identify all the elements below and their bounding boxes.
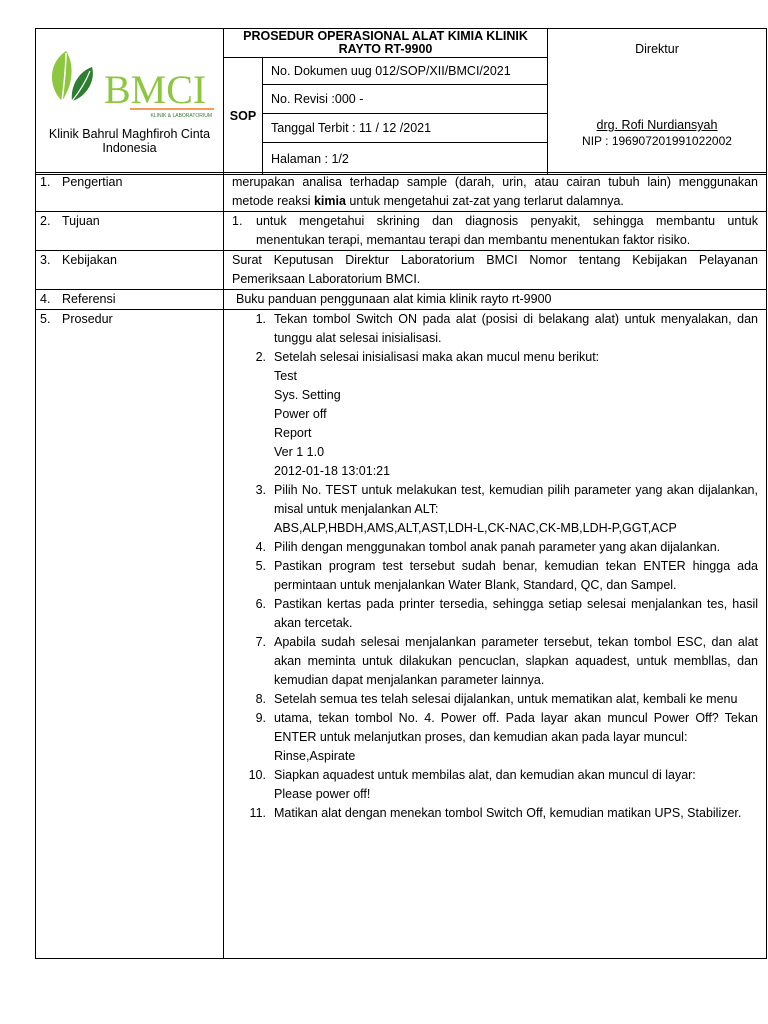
doc-number: No. Dokumen uug 012/SOP/XII/BMCI/2021 (263, 58, 548, 85)
step-item: 9. utama, tekan tombol No. 4. Power off. Pada layar akan muncul Power Off? Tekan ENTER untuk melanjutkan proses, dan kemudian akan pada layar muncul: Rinse,Aspirate (232, 709, 758, 766)
step-item: 4. Pilih dengan menggunakan tombol anak panah parameter yang akan dijalankan. (255, 540, 721, 554)
revision-number: No. Revisi :000 - (263, 85, 548, 114)
page-info: Halaman : 1/2 (263, 143, 548, 175)
director-name: drg. Rofi Nurdiansyah (596, 118, 718, 132)
tujuan-text: 1. untuk mengetahui skrining dan diagnosis penyakit, sehingga membantu untuk menentukan terapi, memantau terapi dan membantu menentukan faktor risiko. (224, 212, 767, 251)
logo-cell (36, 29, 224, 175)
director-cell (548, 29, 767, 175)
section-label-tujuan: 2. Tujuan (36, 212, 224, 251)
kebijakan-text: Surat Keputusan Direktur Laboratorium BMCI Nomor tentang Kebijakan Pelayanan Pemeriksaan Laboratorium BMCI. (224, 251, 767, 290)
section-referensi (36, 290, 767, 310)
step-item: 1. Tekan tombol Switch ON pada alat (posisi di belakang alat) untuk menyalakan, dan tunggu alat selesai inisialisasi. (255, 312, 758, 345)
section-prosedur (36, 310, 767, 959)
parameter-list: ABS,ALP,HBDH,AMS,ALT,AST,LDH-L,CK-NAC,CK-MB,LDH-P,GGT,ACP (274, 521, 677, 535)
sop-body-table (35, 172, 767, 959)
menu-item: 2012-01-18 13:01:21 (274, 464, 391, 478)
director-nip: NIP : 196907201991022002 (582, 134, 732, 148)
menu-item: Ver 1 1.0 (274, 445, 325, 459)
menu-item: Power off (274, 407, 327, 421)
rinse-text: Rinse,Aspirate (274, 749, 356, 763)
step-item: 11. Matikan alat dengan menekan tombol Switch Off, kemudian matikan UPS, Stabilizer. (249, 806, 742, 820)
section-kebijakan (36, 251, 767, 290)
power-off-text: Please power off! (274, 787, 371, 801)
step-item: 2. Setelah selesai inisialisasi maka akan mucul menu berikut: Test Sys. Setting Power off Report Ver 1 1.0 2012-01-18 13:01:21 (232, 348, 758, 481)
sop-label: SOP (224, 58, 263, 175)
section-label-kebijakan: 3. Kebijakan (36, 251, 224, 290)
director-title: Direktur (635, 42, 679, 56)
sop-header-table (35, 28, 767, 175)
step-item: 7. Apabila sudah selesai menjalankan parameter tersebut, tekan tombol ESC, dan alat akan meminta untuk dilakukan pencuclan, slapkan aquadest, untuk membllas, dan kemudian dapat menjalankan parameter lainnya. (255, 635, 758, 687)
prosedur-steps (232, 310, 758, 847)
step-item: 6. Pastikan kertas pada printer tersedia, sehingga setiap selesai menjalankan tes, hasil akan tercetak. (255, 597, 758, 630)
menu-item: Sys. Setting (274, 388, 341, 402)
section-label-referensi: 4. Referensi (36, 290, 224, 310)
section-label-pengertian: 1. Pengertian (36, 173, 224, 212)
sop-title: PROSEDUR OPERASIONAL ALAT KIMIA KLINIK RAYTO RT-9900 (224, 29, 548, 58)
svg-text:BMCI: BMCI (103, 67, 206, 112)
step-item: 3. Pilih No. TEST untuk melakukan test, kemudian pilih parameter yang akan dijalankan, misal untuk menjalankan ALT: ABS,ALP,HBDH,AMS,ALT,AST,LDH-L,CK-NAC,CK-MB,LDH-P,GGT,ACP (232, 481, 758, 538)
step-item: 5. Pastikan program test tersebut sudah benar, kemudian tekan ENTER hingga ada permintaan untuk menjalankan Water Blank, Standard, QC, dan Sampel. (255, 559, 758, 592)
clinic-name: Klinik Bahrul Maghfiroh Cinta Indonesia (48, 127, 211, 155)
prosedur-content (224, 310, 767, 959)
svg-text:KLINIK & LABORATORIUM: KLINIK & LABORATORIUM (150, 113, 212, 119)
section-label-prosedur: 5. Prosedur (36, 310, 224, 959)
step-item: 8. Setelah semua tes telah selesai dijalankan, untuk mematikan alat, kembali ke menu (255, 692, 738, 706)
section-pengertian (36, 173, 767, 212)
referensi-text: Buku panduan penggunaan alat kimia klinik rayto rt-9900 (224, 290, 767, 310)
menu-item: Test (274, 369, 297, 383)
menu-item: Report (274, 426, 312, 440)
issue-date: Tanggal Terbit : 11 / 12 /2021 (263, 114, 548, 143)
pengertian-text: merupakan analisa terhadap sample (darah, urin, atau cairan tubuh lain) menggunakan metode reaksi kimia untuk mengetahui zat-zat yang terlarut dalamnya. (224, 173, 767, 212)
bmci-logo (42, 45, 218, 123)
section-tujuan (36, 212, 767, 251)
step-item: 10. Siapkan aquadest untuk membilas alat, dan kemudian akan muncul di layar: Please power off! (232, 766, 758, 804)
